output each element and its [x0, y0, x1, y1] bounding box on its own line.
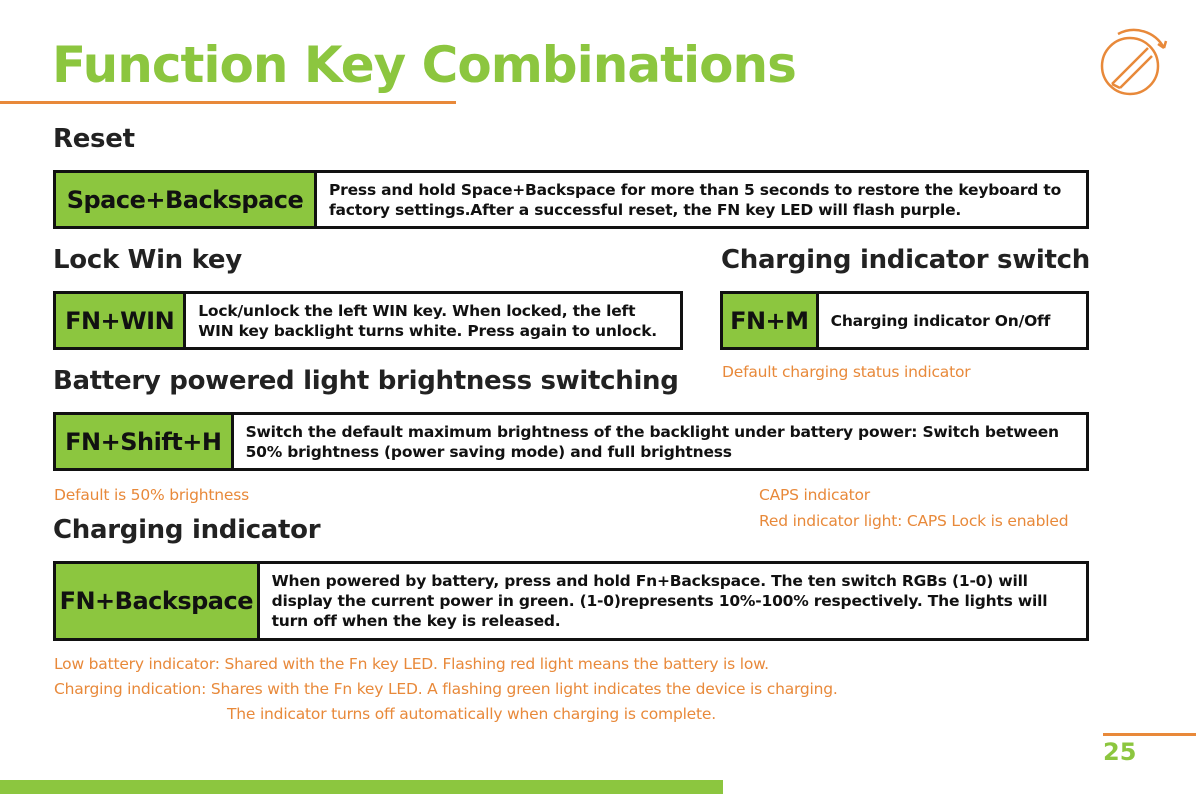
charging-switch-box	[720, 291, 1089, 350]
key-combo-charging-indicator: FN+Backspace	[56, 564, 260, 638]
caps-indicator-title: CAPS indicator	[759, 486, 870, 504]
caps-indicator-note: Red indicator light: CAPS Lock is enabled	[759, 512, 1069, 530]
lock-win-box	[53, 291, 683, 350]
charging-switch-note: Default charging status indicator	[722, 363, 971, 381]
bottom-accent-bar	[0, 780, 723, 794]
section-heading-charging-switch: Charging indicator switch	[721, 245, 1090, 275]
page-number-rule	[1103, 733, 1196, 736]
battery-brightness-box	[53, 412, 1089, 471]
title-underline	[0, 101, 456, 104]
section-heading-reset: Reset	[53, 124, 135, 154]
lock-win-description: Lock/unlock the left WIN key. When locked, the left WIN key backlight turns white. Press again to unlock.	[198, 301, 657, 340]
page-title: Function Key Combinations	[52, 36, 796, 94]
battery-brightness-note: Default is 50% brightness	[54, 486, 250, 504]
charging-switch-description: Charging indicator On/Off	[830, 311, 1051, 330]
key-combo-charging-switch: FN+M	[723, 294, 819, 347]
page-number: 25	[1103, 738, 1137, 766]
battery-brightness-description: Switch the default maximum brightness of the backlight under battery power: Switch between 50% brightness (power saving mode) and full brightness	[245, 422, 1059, 461]
key-combo-battery-brightness: FN+Shift+H	[56, 415, 234, 468]
charging-complete-note: The indicator turns off automatically when charging is complete.	[227, 705, 716, 723]
rotating-arrow-logo-icon	[1098, 26, 1170, 98]
charging-indicator-box	[53, 561, 1089, 641]
section-heading-battery-brightness: Battery powered light brightness switching	[53, 366, 679, 396]
key-combo-reset: Space+Backspace	[56, 173, 317, 226]
reset-description: Press and hold Space+Backspace for more than 5 seconds to restore the keyboard to factory settings.After a successful reset, the FN key LED will flash purple.	[329, 180, 1062, 219]
low-battery-note: Low battery indicator: Shared with the Fn key LED. Flashing red light means the battery is low.	[54, 655, 769, 673]
reset-box	[53, 170, 1089, 229]
key-combo-lock-win: FN+WIN	[56, 294, 186, 347]
section-heading-lock-win: Lock Win key	[53, 245, 242, 275]
section-heading-charging-indicator: Charging indicator	[53, 515, 321, 545]
charging-indication-note: Charging indication: Shares with the Fn key LED. A flashing green light indicates the device is charging.	[54, 680, 838, 698]
charging-indicator-description: When powered by battery, press and hold Fn+Backspace. The ten switch RGBs (1-0) will display the current power in green. (1-0)represents 10%-100% respectively. The lights will turn off when the key is released.	[271, 572, 1048, 630]
